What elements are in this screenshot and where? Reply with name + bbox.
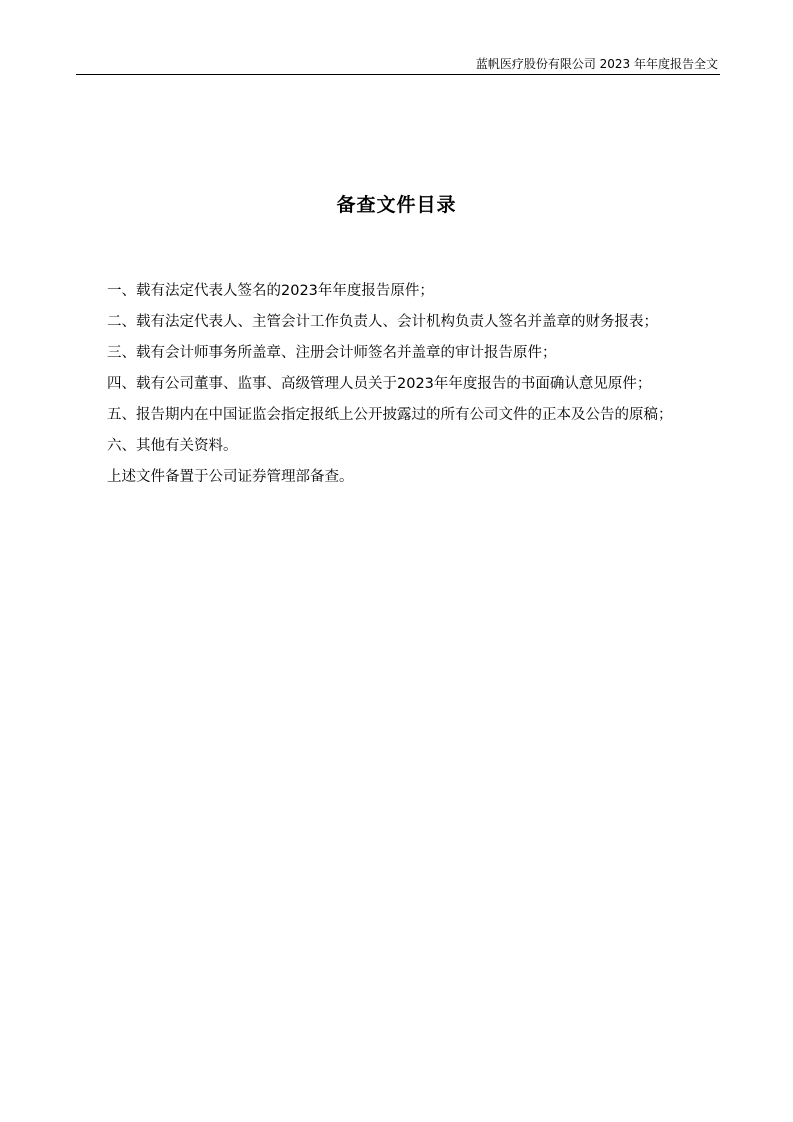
page-title: 备查文件目录 — [336, 194, 457, 216]
list-item: 六、其他有关资料。 — [107, 438, 238, 454]
page-header — [76, 56, 720, 75]
closing-note: 上述文件备置于公司证券管理部备查。 — [107, 469, 354, 485]
list-item: 四、载有公司董事、监事、高级管理人员关于2023年年度报告的书面确认意见原件； — [107, 376, 652, 392]
list-item: 三、载有会计师事务所盖章、注册会计师签名并盖章的审计报告原件； — [107, 345, 557, 361]
list-item: 二、载有法定代表人、主管会计工作负责人、会计机构负责人签名并盖章的财务报表； — [107, 314, 658, 330]
header-text: 蓝帆医疗股份有限公司 2023 年年度报告全文 — [475, 57, 718, 71]
document-list — [107, 276, 747, 493]
list-item: 五、报告期内在中国证监会指定报纸上公开披露过的所有公司文件的正本及公告的原稿； — [107, 407, 673, 423]
list-item: 一、载有法定代表人签名的2023年年度报告原件； — [107, 283, 434, 299]
